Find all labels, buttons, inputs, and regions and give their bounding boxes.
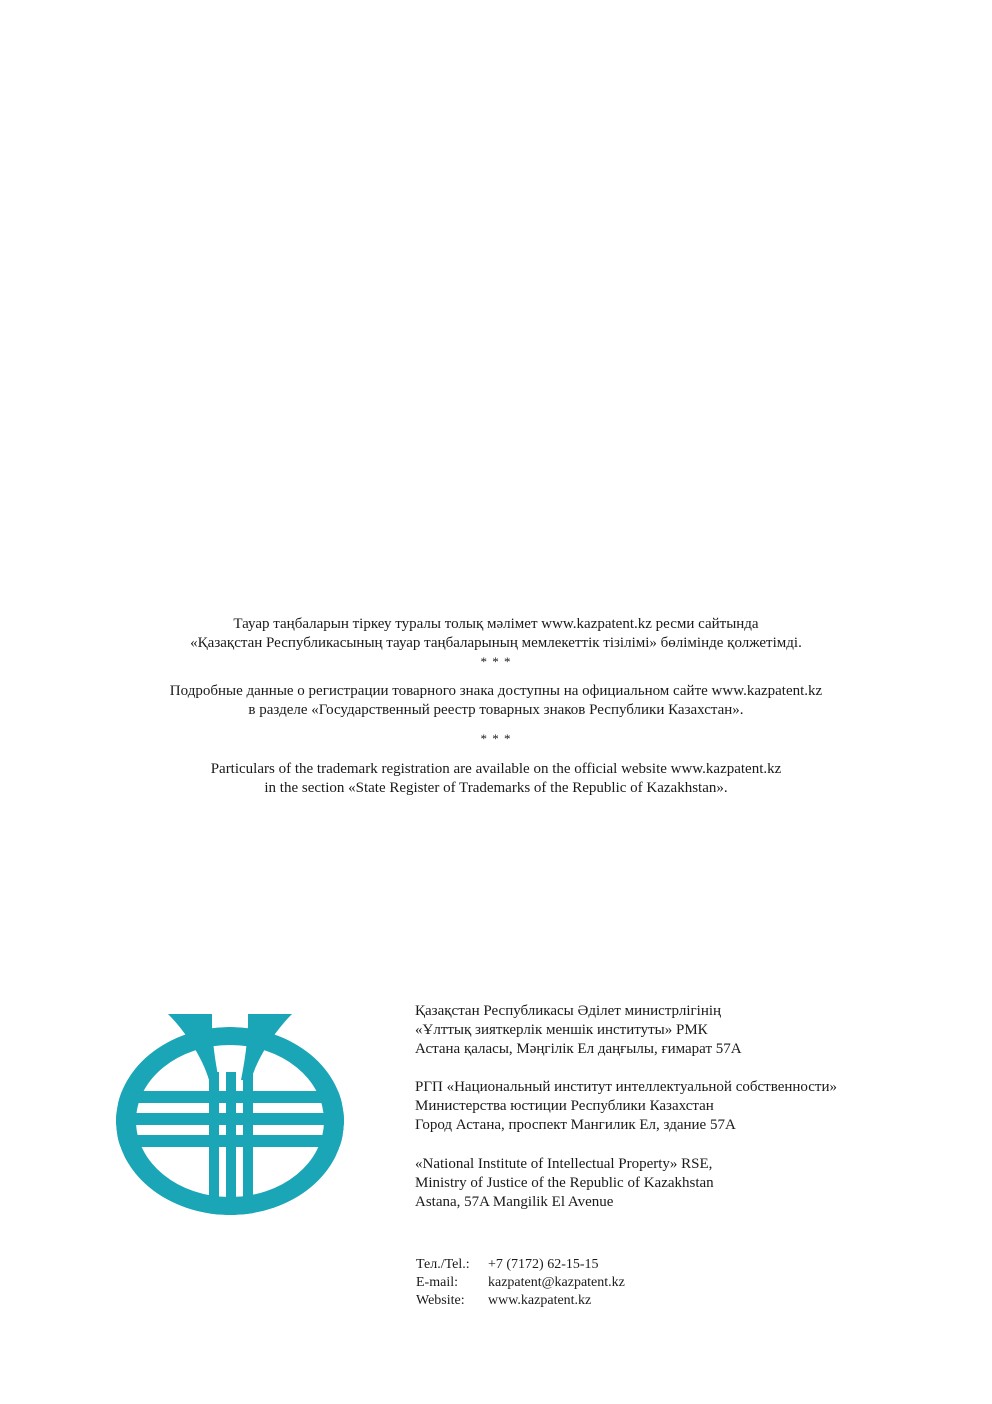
address-russian-line-3: Город Астана, проспект Мангилик Ел, здание 57А <box>415 1117 736 1133</box>
notice-english <box>0 760 992 798</box>
email-value[interactable]: kazpatent@kazpatent.kz <box>488 1275 625 1290</box>
contact-block <box>416 1256 625 1310</box>
kazpatent-emblem-icon <box>114 1012 346 1218</box>
notice-kazakh-line-2: «Қазақстан Республикасының тауар таңбаларының мемлекеттік тізілімі» бөлімінде қолжетімді. <box>190 635 802 651</box>
address-kazakh-line-2: «Ұлттық зияткерлік меншік институты» РМК <box>415 1022 708 1038</box>
address-english-line-2: Ministry of Justice of the Republic of Kazakhstan <box>415 1175 714 1191</box>
address-kazakh <box>415 1002 742 1059</box>
notice-english-line-1: Particulars of the trademark registration are available on the official website www.kazpatent.kz <box>210 761 782 777</box>
contact-row-tel <box>416 1256 625 1274</box>
address-english-line-3: Astana, 57A Mangilik El Avenue <box>415 1194 614 1210</box>
email-label: E-mail: <box>416 1275 458 1290</box>
notice-russian-line-1: Подробные данные о регистрации товарного знака доступны на официальном сайте www.kazpatent.kz <box>169 683 823 699</box>
separator-asterisks: * * * <box>480 731 512 746</box>
notice-russian-line-2: в разделе «Государственный реестр товарных знаков Республики Казахстан». <box>248 702 744 718</box>
tel-value[interactable]: +7 (7172) 62-15-15 <box>488 1257 599 1272</box>
contact-row-website <box>416 1292 625 1310</box>
contact-row-email <box>416 1274 625 1292</box>
address-russian <box>415 1078 837 1135</box>
notice-kazakh-line-1: Тауар таңбаларын тіркеу туралы толық мәлімет www.kazpatent.kz ресми сайтында <box>233 616 759 632</box>
separator-asterisks: * * * <box>480 654 512 669</box>
tel-label: Тел./Tel.: <box>416 1257 470 1272</box>
emblem-shape <box>114 1014 346 1218</box>
website-label: Website: <box>416 1293 465 1308</box>
notice-kazakh <box>0 615 992 653</box>
address-russian-line-2: Министерства юстиции Республики Казахстан <box>415 1098 714 1114</box>
address-kazakh-line-1: Қазақстан Республикасы Әділет министрлігінің <box>415 1003 722 1019</box>
website-value[interactable]: www.kazpatent.kz <box>488 1293 592 1308</box>
address-english <box>415 1155 714 1212</box>
notice-english-line-2: in the section «State Register of Trademarks of the Republic of Kazakhstan». <box>264 780 728 796</box>
address-kazakh-line-3: Астана қаласы, Мәңгілік Ел даңғылы, ғимарат 57А <box>415 1041 742 1057</box>
address-english-line-1: «National Institute of Intellectual Property» RSE, <box>415 1156 713 1172</box>
address-russian-line-1: РГП «Национальный институт интеллектуальной собственности» <box>415 1079 838 1095</box>
notice-russian <box>0 682 992 720</box>
